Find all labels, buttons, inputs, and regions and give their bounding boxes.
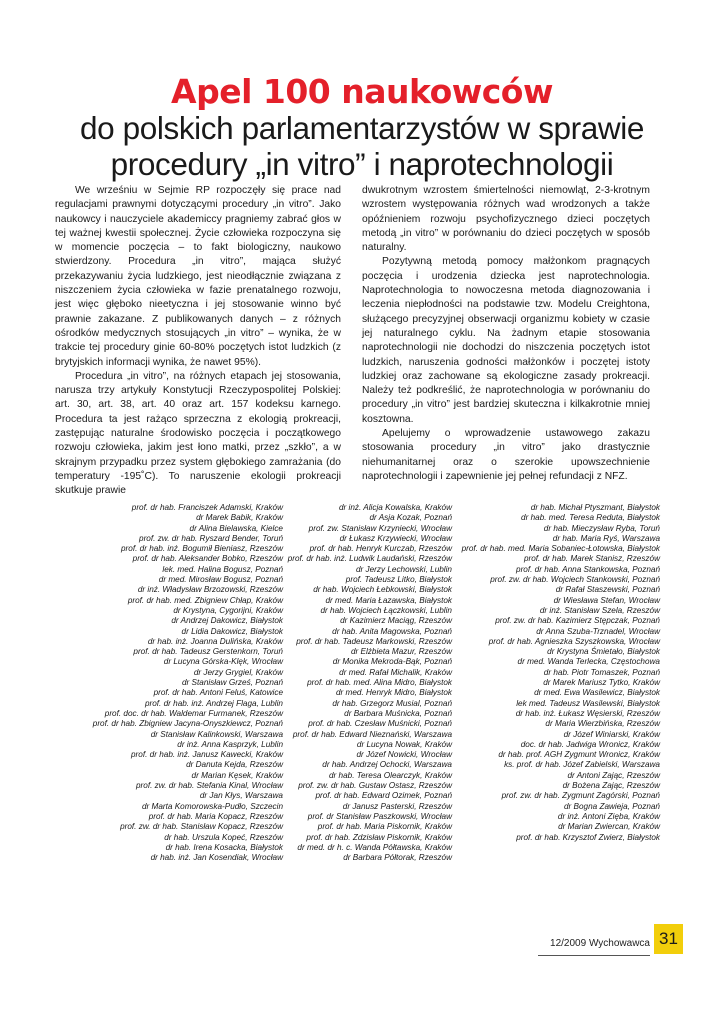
signatory-name: dr Lidia Dakowicz, Białystok xyxy=(181,626,283,636)
footer-issue: 12/2009 Wychowawca xyxy=(550,938,650,949)
signatory-name: prof. zw. dr hab. Stefania Kinal, Wrocław xyxy=(136,781,283,791)
body-paragraph: Pozytywną metodą pomocy małżonkom pragnących poczęcia i urodzenia dziecka jest naprotechnologia. Naprotechnologia to nowoczesna metoda diagnozowania i leczenia niepłodności na podstawie tzw. Modelu Creightona, służącego precyzyjnej obserwacji organizmu kobiety w czasie jej naturalnego cyklu. Na żadnym etapie stosowania naprotechnologii nie dochodzi do niszczenia poczętych istot ludzkich, naruszenia godności małżonków i poczętej istoty ludzkiej oraz zachowane są ekologiczne zasady prokreacji. Należy też podkreślić, że naprotechnologia w porównaniu do procedury „in vitro” jest bardziej skuteczna i kilkakrotnie mniej kosztowna. xyxy=(362,256,650,425)
signatory-name: prof. dr hab. Tadeusz Gerstenkorn, Toruń xyxy=(133,647,283,657)
body-column-right xyxy=(362,184,650,484)
signatory-name: prof. dr hab. Agnieszka Szyszkowska, Wrocław xyxy=(488,636,660,646)
signatory-name: dr Maria Wierzbińska, Rzeszów xyxy=(545,719,660,729)
body-paragraph: We wrześniu w Sejmie RP rozpoczęły się prace nad regulacjami prawnymi dotyczącymi procedury „in vitro”. Jako naukowcy i nauczyciele akademiccy pragniemy zabrać głos w tej ważnej kwestii społecznej. Życie człowieka rozpoczyna się w momencie poczęcia – to fakt biologiczny, naukowo stwierdzony. Procedura „in vitro”, mająca służyć przekazywaniu życia ludzkiego, jest nieodłącznie związana z niszczeniem życia człowieka w fazie prenatalnego rozwoju, jest więc głęboko nieetyczna i jej stosowanie winno być prawnie zakazane. Z publikowanych danych – z różnych ośrodków medycznych stosujących „in vitro” – wynika, że w trakcie tej procedury ginie 60-80% poczętych istot ludzkich (z brytyjskich informacji wynika, że nawet 95%). xyxy=(55,185,341,368)
signatory-name: prof. zw. dr hab. Kazimierz Stępczak, Poznań xyxy=(495,616,660,626)
signatory-name: dr Monika Mekroda-Bąk, Poznań xyxy=(332,657,452,667)
signatory-name: dr inż. Alicja Kowalska, Kraków xyxy=(339,503,452,512)
signatory-name: dr Asja Kozak, Poznań xyxy=(369,513,452,523)
signatory-name: dr Wiesława Stefan, Wrocław xyxy=(553,595,660,605)
signatory-name: prof. zw. dr hab. Stanisław Kopacz, Rzeszów xyxy=(120,822,283,832)
signatory-name: dr Józef Nowicki, Wrocław xyxy=(356,750,452,760)
signatory-name: dr med. Maria Łazawska, Białystok xyxy=(325,595,452,605)
signatory-name: dr Marian Zwiercan, Kraków xyxy=(558,822,660,832)
signatory-name: prof. dr hab. Zbigniew Jacyna-Onyszkiewcz, Poznań xyxy=(92,719,283,729)
signatory-name: dr Łukasz Krzywiecki, Wrocław xyxy=(339,533,452,543)
signatory-name: prof. dr hab. Maria Kopacz, Rzeszów xyxy=(148,811,283,821)
signatory-name: dr Jerzy Grygiel, Kraków xyxy=(193,667,283,677)
signatory-name: dr hab. Michał Ptyszmant, Białystok xyxy=(530,503,660,512)
signatory-name: dr hab. Mieczysław Ryba, Toruń xyxy=(543,523,660,533)
signatory-name: prof. doc. dr hab. Waldemar Furmanek, Rzeszów xyxy=(104,708,283,718)
page-number-badge: 31 xyxy=(654,924,683,954)
signatory-name: dr inż. Antoni Zięba, Kraków xyxy=(557,811,660,821)
signatories-column-2 xyxy=(288,503,452,863)
signatory-name: prof. dr hab. Tadeusz Markowski, Rzeszów xyxy=(296,636,452,646)
signatory-name: dr med. Ewa Wasilewicz, Białystok xyxy=(534,688,660,698)
signatory-name: dr Bożena Zając, Rzeszów xyxy=(562,781,660,791)
signatory-name: dr hab. Wojciech Łebkowski, Białystok xyxy=(313,585,452,595)
signatory-name: dr Danuta Kejda, Rzeszów xyxy=(186,760,283,770)
signatory-name: dr hab. inż. Jan Kosendiak, Wrocław xyxy=(150,853,283,863)
signatory-name: prof. dr hab. Krzysztof Zwierz, Białystok xyxy=(516,832,660,842)
signatory-name: prof. dr hab. Zdzisław Piskornik, Kraków xyxy=(306,832,452,842)
signatories-list xyxy=(40,503,660,918)
signatory-name: dr inż. Anna Kasprzyk, Lublin xyxy=(177,739,283,749)
signatory-name: prof. dr hab. inż. Janusz Kawecki, Kraków xyxy=(131,750,283,760)
signatory-name: prof. zw. Stanisław Krzyniecki, Wrocław xyxy=(308,523,452,533)
body-paragraph: dwukrotnym wzrostem śmiertelności niemowląt, 2-3-krotnym wzrostem występowania różnych wad wrodzonych a także opóźnieniem rozwoju psychofizycznego dzieci poczętych metodą „in vitro” w porównaniu do dzieci poczętych w sposób naturalny. xyxy=(362,185,650,254)
signatory-name: dr Jan Kłys, Warszawa xyxy=(199,791,283,801)
body-paragraph: Procedura „in vitro”, na różnych etapach jej stosowania, narusza trzy artykuły Konstytucji Rzeczypospolitej Polskiej: art. 30, art. 38, art. 40 oraz art. 157 kodeksu karnego. Procedura ta jest rażąco sprzeczna z ekologią prokreacji, zastępując naturalne środowisko poczęcia i początkowego rozwoju człowieka, jakim jest łono matki, przez „szkło”, a w skrajnym przypadku przez system głębokiego zamrażania (do temperatury -195˚C). To naruszenie ekologii prokreacji skutkuje prawie xyxy=(55,370,341,497)
signatory-name: dr med. Rafał Michalik, Kraków xyxy=(339,667,452,677)
signatory-name: dr Andrzej Dakowicz, Białystok xyxy=(171,616,283,626)
signatory-name: dr hab. Andrzej Ochocki, Warszawa xyxy=(322,760,452,770)
signatory-name: prof. zw. dr hab. Gustaw Ostasz, Rzeszów xyxy=(298,781,452,791)
signatory-name: dr med. dr h. c. Wanda Półtawska, Kraków xyxy=(297,842,452,852)
signatory-name: dr Rafał Staszewski, Poznań xyxy=(555,585,660,595)
signatory-name: prof. dr hab. med. Alina Midro, Białystok xyxy=(307,678,452,688)
signatory-name: dr med. Mirosław Bogusz, Poznań xyxy=(158,575,283,585)
signatory-name: dr hab. Anita Magowska, Poznań xyxy=(332,626,452,636)
signatory-name: dr Janusz Pasterski, Rzeszów xyxy=(342,801,452,811)
signatory-name: dr Krystyna Śmietało, Białystok xyxy=(547,647,660,657)
signatory-name: dr Alina Bielawska, Kielce xyxy=(189,523,283,533)
signatory-name: dr Józef Winiarski, Kraków xyxy=(563,729,660,739)
signatory-name: prof. dr hab. Franciszek Adamski, Kraków xyxy=(131,503,283,512)
signatory-name: dr hab. Maria Ryś, Warszawa xyxy=(552,533,660,543)
signatory-name: dr hab. med. Teresa Reduta, Białystok xyxy=(521,513,660,523)
signatory-name: dr hab. Piotr Tomaszek, Poznań xyxy=(543,667,660,677)
signatory-name: dr Krystyna, Cygorijni, Kraków xyxy=(173,605,283,615)
signatory-name: prof. zw. dr hab. Zygmunt Zagórski, Poznań xyxy=(501,791,660,801)
signatory-name: dr Jerzy Lechowski, Lublin xyxy=(355,564,452,574)
title-line-2: do polskich parlamentarzystów w sprawie xyxy=(80,110,644,146)
title-line-3: procedury „in vitro” i naprotechnologii xyxy=(110,146,614,182)
signatory-name: dr Bogna Zawieja, Poznań xyxy=(563,801,660,811)
signatory-name: dr hab. Urszula Kopeć, Rzeszów xyxy=(164,832,283,842)
signatory-name: dr hab. inż. Joanna Dulińska, Kraków xyxy=(147,636,283,646)
body-paragraph: Apelujemy o wprowadzenie ustawowego zakazu stosowania procedury „in vitro” jako drastycznie niehumanitarnej oraz o szerokie upowszechnienie naprotechnologii i zapewnienie jej pełnej refundacji z NFZ. xyxy=(362,428,650,482)
signatory-name: dr hab. Irena Kosacka, Białystok xyxy=(165,842,283,852)
signatory-name: prof. dr hab. inż. Bogumił Bieniasz, Rzeszów xyxy=(120,544,283,554)
signatory-name: lek. med. Halina Bogusz, Poznań xyxy=(162,564,283,574)
signatory-name: dr hab. Wojciech Łączkowski, Lublin xyxy=(320,605,452,615)
signatory-name: dr inż. Władysław Brzozowski, Rzeszów xyxy=(137,585,283,595)
signatory-name: dr Marek Babik, Kraków xyxy=(196,513,283,523)
signatories-column-1 xyxy=(93,503,283,863)
title-line-1: Apel 100 naukowców xyxy=(171,72,553,111)
signatory-name: dr Barbara Muśnicka, Poznań xyxy=(344,708,452,718)
signatory-name: prof. dr hab. Anna Stankowska, Poznań xyxy=(516,564,660,574)
signatory-name: ks. prof. dr hab. Józef Zabielski, Warszawa xyxy=(504,760,660,770)
signatory-name: lek med. Tadeusz Wasilewski, Białystok xyxy=(516,698,660,708)
signatory-name: prof. dr Stanisław Paszkowski, Wrocław xyxy=(307,811,452,821)
signatory-name: dr Barbara Półtorak, Rzeszów xyxy=(343,853,452,863)
signatory-name: dr Kazimierz Maciąg, Rzeszów xyxy=(340,616,452,626)
signatory-name: prof. dr hab. Aleksander Bobko, Rzeszów xyxy=(132,554,283,564)
signatories-column-3 xyxy=(462,503,660,843)
signatory-name: dr med. Wanda Terlecka, Częstochowa xyxy=(517,657,660,667)
signatory-name: dr Lucyna Górska-Klęk, Wrocław xyxy=(163,657,283,667)
signatory-name: prof. dr hab. Antoni Feluś, Katowice xyxy=(153,688,283,698)
signatory-name: prof. dr hab. Marek Stanisz, Rzeszów xyxy=(523,554,660,564)
signatory-name: prof. dr hab. Edward Nieznański, Warszawa xyxy=(292,729,452,739)
footer-divider xyxy=(538,955,650,956)
signatory-name: dr Elżbieta Mazur, Rzeszów xyxy=(350,647,452,657)
body-column-left xyxy=(55,184,341,499)
signatory-name: dr Stanisław Grześ, Poznań xyxy=(181,678,283,688)
signatory-name: dr Marian Kęsek, Kraków xyxy=(191,770,283,780)
signatory-name: dr Lucyna Nowak, Kraków xyxy=(356,739,452,749)
signatory-name: prof. dr hab. med. Zbigniew Chłap, Kraków xyxy=(127,595,283,605)
article-title xyxy=(30,74,694,182)
signatory-name: dr med. Henryk Midro, Białystok xyxy=(335,688,452,698)
signatory-name: dr Marek Mariusz Tytko, Kraków xyxy=(543,678,660,688)
signatory-name: prof. dr hab. Maria Piskornik, Kraków xyxy=(317,822,452,832)
signatory-name: dr hab. Grzegorz Musial, Poznań xyxy=(332,698,452,708)
signatory-name: dr hab. prof. AGH Zygmunt Wronicz, Kraków xyxy=(498,750,660,760)
signatory-name: dr Anna Szuba-Trznadel, Wrocław xyxy=(536,626,660,636)
signatory-name: prof. Tadeusz Litko, Białystok xyxy=(345,575,452,585)
signatory-name: dr hab. Teresa Olearczyk, Kraków xyxy=(328,770,452,780)
signatory-name: prof. dr hab. Edward Ozimek, Poznań xyxy=(315,791,452,801)
signatory-name: prof. dr hab. Henryk Kurczab, Rzeszów xyxy=(309,544,452,554)
signatory-name: dr inż. Stanisław Szela, Rzeszów xyxy=(539,605,660,615)
signatory-name: dr Stanisław Kalinkowski, Warszawa xyxy=(150,729,283,739)
signatory-name: prof. dr hab. inż. Ludwik Laudański, Rzeszów xyxy=(287,554,452,564)
signatory-name: doc. dr hab. Jadwiga Wronicz, Kraków xyxy=(520,739,660,749)
signatory-name: prof. dr hab. inż. Andrzej Flaga, Lublin xyxy=(144,698,283,708)
signatory-name: prof. dr hab. med. Maria Sobaniec-Łotowska, Białystok xyxy=(461,544,660,554)
signatory-name: dr Antoni Zając, Rzeszów xyxy=(567,770,660,780)
signatory-name: prof. zw. dr hab. Ryszard Bender, Toruń xyxy=(139,533,283,543)
signatory-name: dr Marta Komorowska-Pudło, Szczecin xyxy=(141,801,283,811)
signatory-name: prof. zw. dr hab. Wojciech Stankowski, Poznań xyxy=(490,575,660,585)
signatory-name: dr hab. inż. Łukasz Węsierski, Rzeszów xyxy=(515,708,660,718)
signatory-name: prof. dr hab. Czesław Muśnicki, Poznań xyxy=(308,719,452,729)
